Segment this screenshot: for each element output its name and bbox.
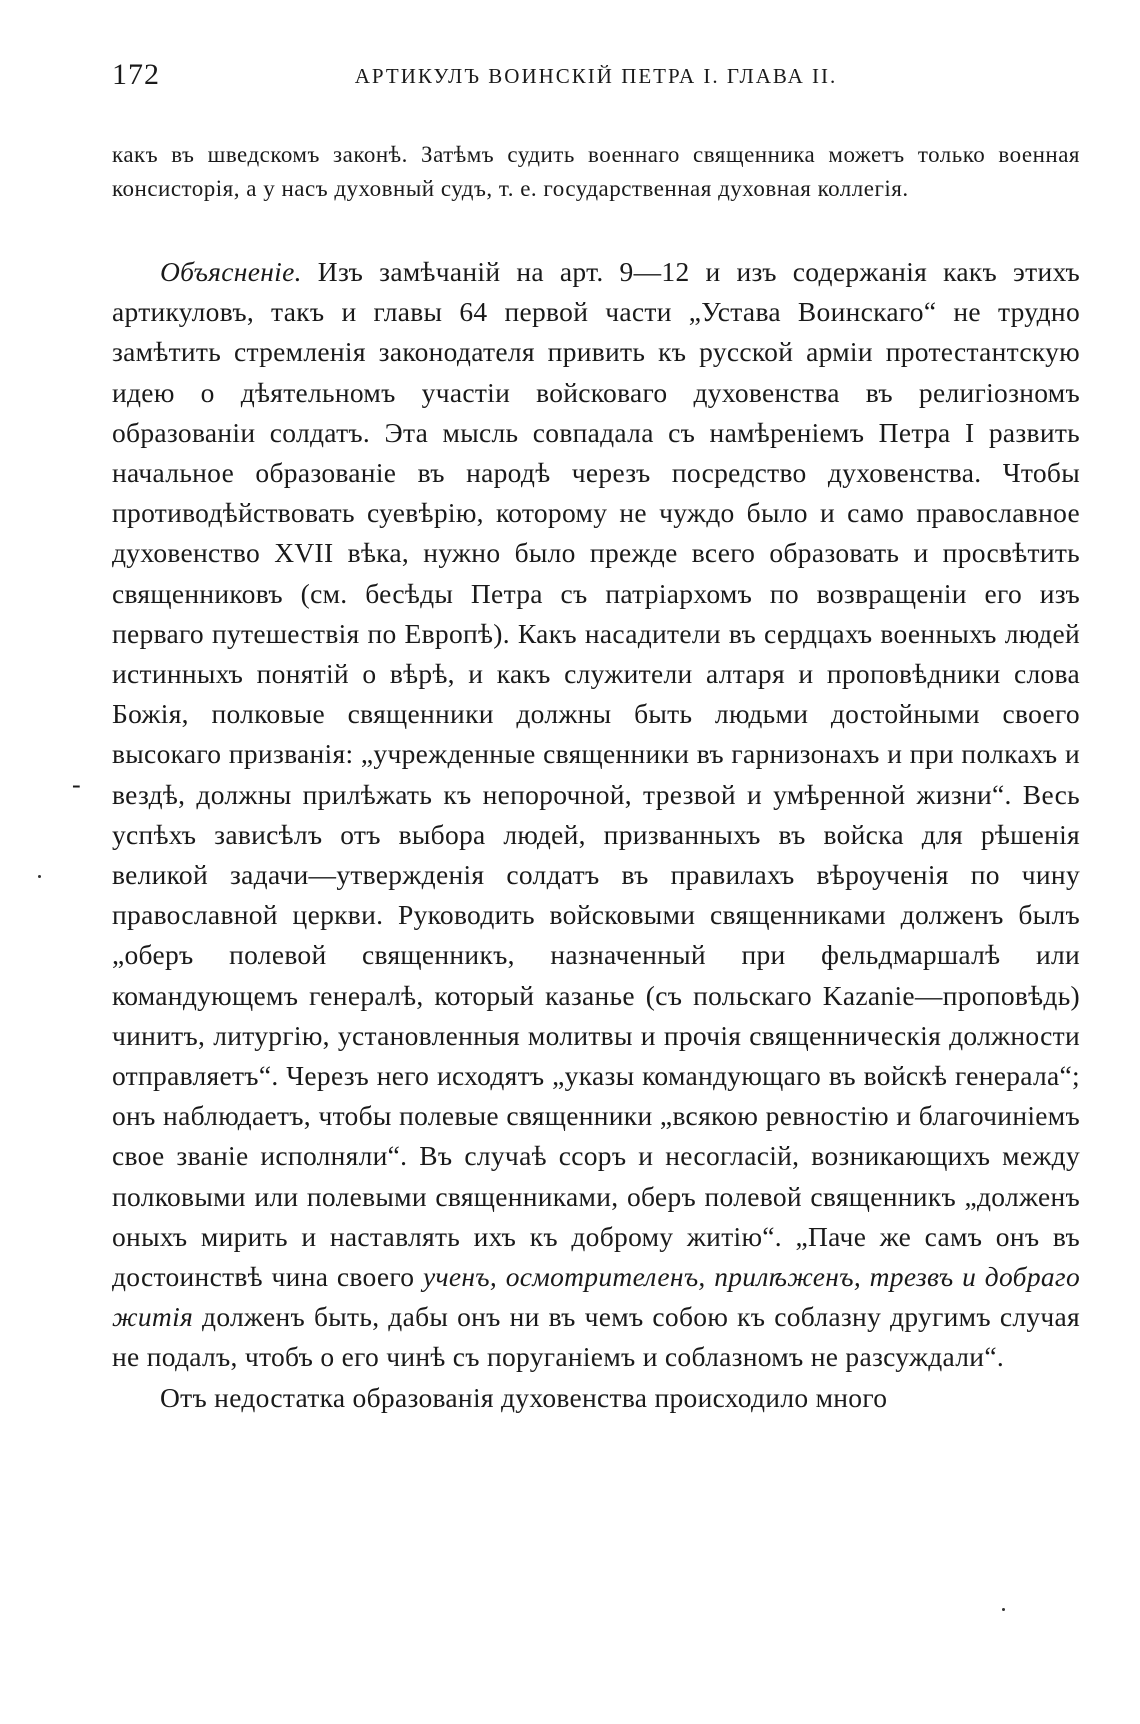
- paper-speck: [38, 875, 41, 878]
- main-text: [112, 252, 1080, 1418]
- running-head: АРТИКУЛЪ ВОИНСКІЙ ПЕТРА I. ГЛАВА II.: [354, 64, 838, 88]
- margin-dash: -: [72, 770, 81, 799]
- paragraph-text-a: Изъ замѣчаній на арт. 9—12 и изъ содержанія какъ этихъ артикуловъ, такъ и главы 64 первой части „Устава Воинскаго“ не трудно замѣтить стремленія законодателя привить къ русской арміи протестантскую идею о дѣятельномъ участіи войсковаго духовенства въ религіозномъ образованіи солдатъ. Эта мысль совпадала съ намѣреніемъ Петра I развить начальное образованіе въ народѣ черезъ посредство духовенства. Чтобы противодѣйствовать суевѣрію, которому не чуждо было и само православное духовенство XVII вѣка, нужно было прежде всего образовать и просвѣтить священниковъ (см. бесѣды Петра съ патріархомъ по возвращеніи его изъ перваго путешествія по Европѣ). Какъ насадители въ сердцахъ военныхъ людей истинныхъ понятій о вѣрѣ, и какъ служители алтаря и проповѣдники слова Божія, полковые священники должны быть людьми достойными своего высокаго призванія: „учрежденные священники въ гарнизонахъ и при полкахъ и вездѣ, должны прилѣжать къ непорочной, трезвой и умѣренной жизни“. Весь успѣхъ зависѣлъ отъ выбора людей, призванныхъ въ войска для рѣшенія великой задачи—утвержденія солдатъ въ правилахъ вѣроученія по чину православной церкви. Руководить войсковыми священниками долженъ былъ „оберъ полевой священникъ, назначенный при фельдмаршалѣ или командующемъ генералѣ, который казанье (съ польскаго Kazanie—проповѣдь) чинитъ, литургію, установленныя молитвы и прочія священническія должности отправляетъ“. Черезъ него исходятъ „указы командующаго въ войскѣ генерала“; онъ наблюдаетъ, чтобы полевые священники „всякою ревностію и благочиніемъ свое званіе исполняли“. Въ случаѣ ссоръ и несогласій, возникающихъ между полковыми или полевыми священниками, оберъ полевой священникъ „долженъ оныхъ мирить и наставлять ихъ къ доброму житію“. „Паче же самъ онъ въ достоинствѣ чина своего: [112, 256, 1080, 1293]
- paragraph-explanation: [112, 252, 1080, 1378]
- paragraph-italic-quote: ученъ, осмотрителенъ, прилѣженъ, трезвъ и добраго житія: [112, 1261, 1080, 1333]
- paragraph-lead: Объясненіе.: [160, 256, 302, 287]
- page-number: 172: [112, 58, 160, 91]
- footnote-continuation: какъ въ шведскомъ законѣ. Затѣмъ судить военнаго священника можетъ только военная консисторія, а у насъ духовный судъ, т. е. государственная духовная коллегія.: [112, 142, 1080, 201]
- paper-speck: [1002, 1608, 1005, 1611]
- page-header: [112, 58, 1080, 98]
- paragraph-next: Отъ недостатка образованія духовенства происходило много: [160, 1381, 888, 1413]
- paragraph-text-b: долженъ быть, дабы онъ ни въ чемъ собою къ соблазну другимъ случая не подалъ, чтобъ о его чинѣ съ поруганіемъ и соблазномъ не разсуждали“.: [112, 1301, 1080, 1373]
